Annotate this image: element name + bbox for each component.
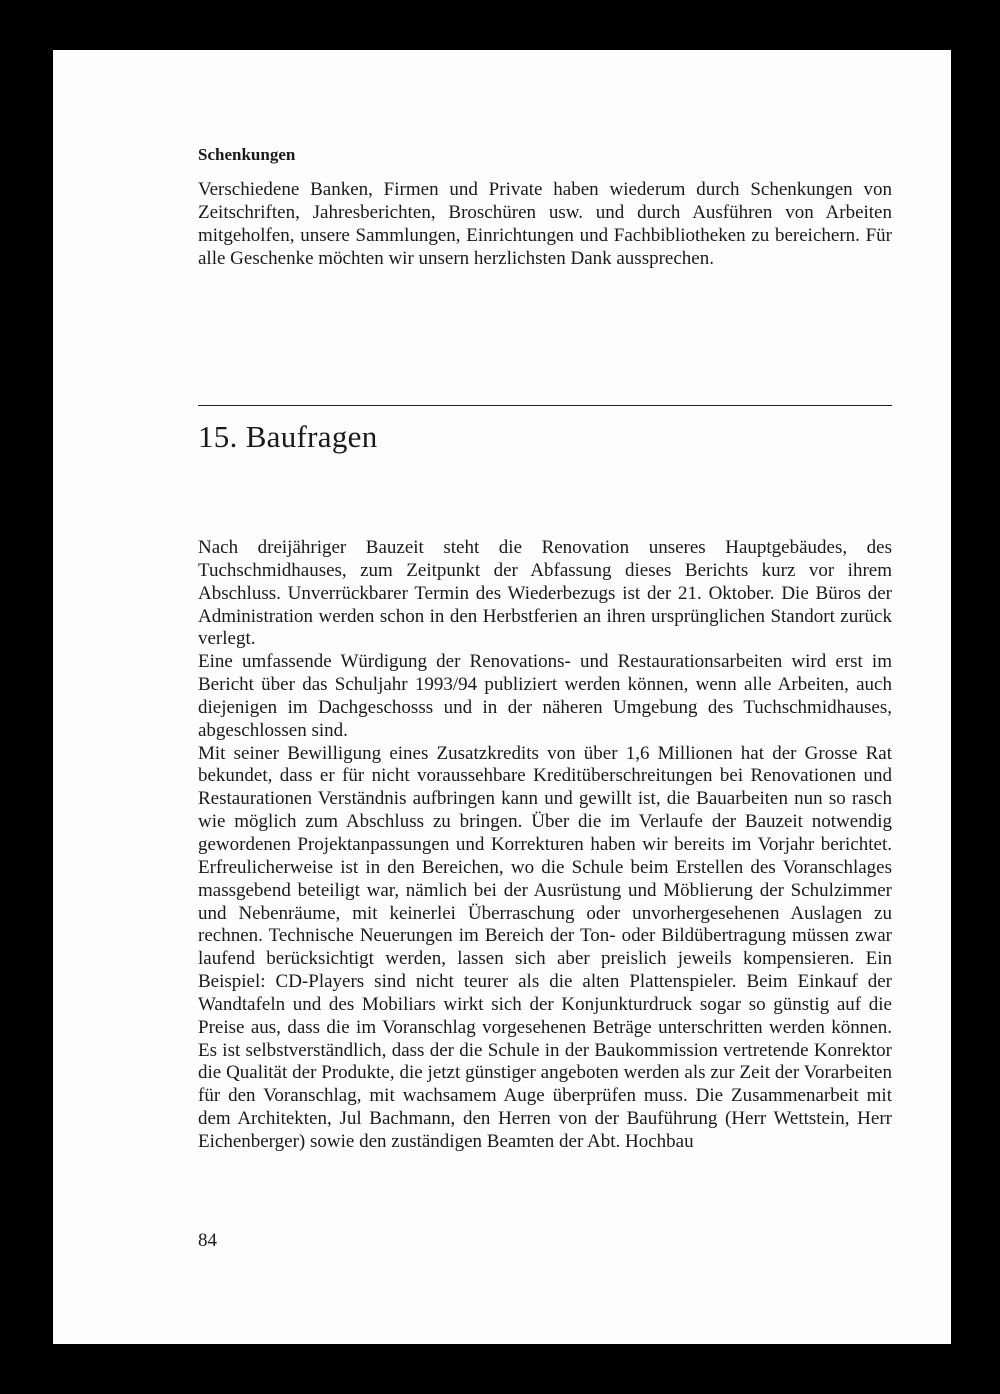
section-heading-schenkungen: Schenkungen	[198, 145, 296, 164]
chapter-body	[198, 537, 892, 1154]
section-divider	[198, 405, 892, 406]
body-paragraph: Mit seiner Bewilligung eines Zusatzkredits von über 1,6 Millionen hat der Grosse Rat bekundet, dass er für nicht voraussehbare Kreditüberschreitungen bei Renovationen und Restaurationen Verständnis aufbringen kann und gewillt ist, die Bauarbeiten nun so rasch wie möglich zum Abschluss zu bringen. Über die im Verlaufe der Bauzeit notwendig gewordenen Projektanpassungen und Korrekturen haben wir bereits im Vorjahr berichtet. Erfreulicherweise ist in den Bereichen, wo die Schule beim Erstellen des Voranschlages massgebend beteiligt war, nämlich bei der Ausrüstung und Möblierung der Schulzimmer und Nebenräume, mit keinerlei Überraschung oder unvorhergesehenen Auslagen zu rechnen. Technische Neuerungen im Bereich der Ton- oder Bildübertragung müssen zwar laufend berücksichtigt werden, lassen sich aber preislich jeweils kompensieren. Ein Beispiel: CD-Players sind nicht teurer als die alten Plattenspieler. Beim Einkauf der Wandtafeln und des Mobiliars wirkt sich der Konjunkturdruck sogar so günstig auf die Preise aus, dass die im Voranschlag vorgesehenen Beträge unterschritten werden können. Es ist selbstverständlich, dass der die Schule in der Baukommission vertretende Konrektor die Qualität der Produkte, die jetzt günstiger angeboten werden als zur Zeit der Vorarbeiten für den Voranschlag, mit wachsamem Auge überprüfen muss. Die Zusammenarbeit mit dem Architekten, Jul Bachmann, den Herren von der Bauführung (Herr Wettstein, Herr Eichenberger) sowie den zuständigen Beamten der Abt. Hochbau	[198, 742, 892, 1152]
schenkungen-paragraph: Verschiedene Banken, Firmen und Private haben wiederum durch Schenkungen von Zeitschriften, Jahresberichten, Broschüren usw. und durch Ausführen von Arbeiten mitgeholfen, unsere Sammlungen, Einrichtungen und Fachbibliotheken zu bereichern. Für alle Geschenke möchten wir unsern herzlichsten Dank aussprechen.	[198, 179, 892, 269]
body-paragraph: Eine umfassende Würdigung der Renovations- und Restaurationsarbeiten wird erst im Bericht über das Schuljahr 1993/94 publiziert werden können, wenn alle Arbeiten, auch diejenigen im Dachgeschosss und in der näheren Umgebung des Tuchschmidhauses, abgeschlossen sind.	[198, 651, 892, 741]
document-page	[53, 50, 951, 1344]
page-number: 84	[198, 1230, 217, 1251]
chapter-title: 15. Baufragen	[198, 419, 378, 454]
body-paragraph: Nach dreijähriger Bauzeit steht die Renovation unseres Hauptgebäudes, des Tuchschmidhauses, zum Zeitpunkt der Abfassung dieses Berichts kurz vor ihrem Abschluss. Unverrückbarer Termin des Wiederbezugs ist der 21. Oktober. Die Büros der Administration werden schon in den Herbstferien an ihren ursprünglichen Standort zurück verlegt.	[198, 537, 892, 650]
